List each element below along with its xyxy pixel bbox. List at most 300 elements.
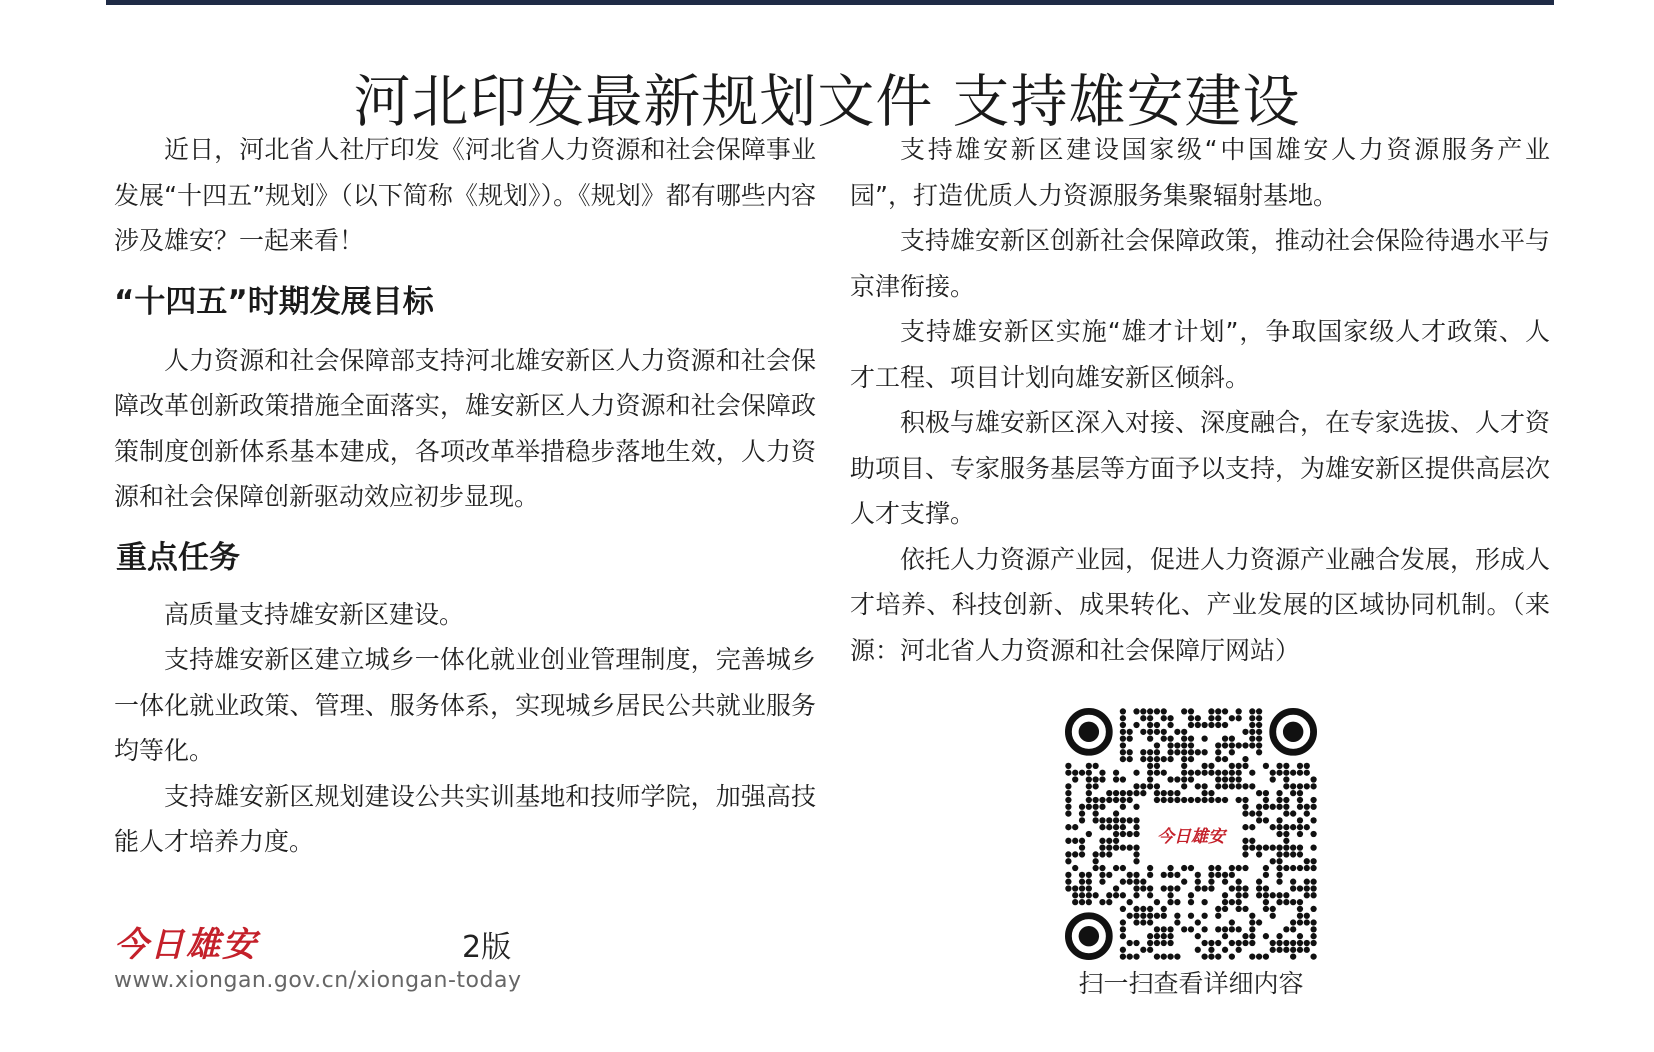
qr-module xyxy=(1256,919,1262,925)
qr-module xyxy=(1201,926,1207,932)
qr-module xyxy=(1181,763,1187,769)
qr-module xyxy=(1236,892,1242,898)
qr-module xyxy=(1263,817,1269,823)
qr-module xyxy=(1276,872,1282,878)
qr-module xyxy=(1181,756,1187,762)
qr-module xyxy=(1188,736,1194,742)
qr-module xyxy=(1113,817,1119,823)
qr-module xyxy=(1229,736,1235,742)
qr-module xyxy=(1276,879,1282,885)
qr-module xyxy=(1256,722,1262,728)
qr-module xyxy=(1181,708,1187,714)
qr-module xyxy=(1276,933,1282,939)
qr-module xyxy=(1086,776,1092,782)
qr-module xyxy=(1161,736,1167,742)
task-paragraph-3: 支持雄安新区规划建设公共实训基地和技师学院，加强高技能人才培养力度。 xyxy=(114,781,816,856)
qr-module xyxy=(1276,865,1282,871)
qr-module xyxy=(1133,722,1139,728)
qr-module xyxy=(1188,756,1194,762)
qr-module xyxy=(1215,742,1221,748)
qr-module xyxy=(1310,797,1316,803)
qr-module xyxy=(1086,831,1092,837)
top-rule xyxy=(106,0,1554,5)
qr-module xyxy=(1147,729,1153,735)
qr-module xyxy=(1065,797,1071,803)
qr-module xyxy=(1229,899,1235,905)
qr-module xyxy=(1276,940,1282,946)
qr-module xyxy=(1208,763,1214,769)
qr-module xyxy=(1113,892,1119,898)
article-title: 河北印发最新规划文件 支持雄安建设 xyxy=(353,69,1301,136)
qr-module xyxy=(1222,783,1228,789)
qr-module xyxy=(1167,953,1173,959)
qr-module xyxy=(1290,947,1296,953)
qr-module xyxy=(1276,770,1282,776)
qr-module xyxy=(1167,865,1173,871)
qr-module xyxy=(1086,763,1092,769)
qr-module xyxy=(1263,872,1269,878)
qr-module xyxy=(1310,892,1316,898)
qr-module xyxy=(1242,885,1248,891)
qr-module xyxy=(1113,770,1119,776)
qr-module xyxy=(1133,919,1139,925)
qr-module xyxy=(1065,851,1071,857)
qr-module xyxy=(1249,715,1255,721)
task-paragraph-1: 高质量支持雄安新区建设。 xyxy=(164,599,465,629)
qr-module xyxy=(1208,953,1214,959)
qr-module xyxy=(1147,892,1153,898)
qr-module xyxy=(1147,940,1153,946)
qr-module xyxy=(1065,872,1071,878)
qr-module xyxy=(1140,729,1146,735)
qr-module xyxy=(1154,913,1160,919)
qr-module xyxy=(1270,824,1276,830)
qr-module xyxy=(1215,770,1221,776)
qr-module xyxy=(1310,804,1316,810)
qr-module xyxy=(1222,736,1228,742)
qr-module xyxy=(1208,885,1214,891)
qr-module xyxy=(1276,892,1282,898)
qr-module xyxy=(1256,817,1262,823)
right-paragraph-1: 支持雄安新区建设国家级“中国雄安人力资源服务产业园”，打造优质人力资源服务集聚辐射基地。 xyxy=(850,135,1550,210)
qr-module xyxy=(1229,770,1235,776)
right-paragraph-4: 积极与雄安新区深入对接、深度融合，在专家选拔、人才资助项目、专家服务基层等方面予以支持，为雄安新区提供高层次人才支撑。 xyxy=(850,408,1551,528)
qr-module xyxy=(1188,722,1194,728)
qr-module xyxy=(1304,885,1310,891)
qr-module xyxy=(1283,776,1289,782)
qr-module xyxy=(1297,851,1303,857)
qr-module xyxy=(1215,797,1221,803)
qr-module xyxy=(1310,885,1316,891)
qr-module xyxy=(1161,770,1167,776)
qr-module xyxy=(1297,933,1303,939)
qr-module xyxy=(1106,824,1112,830)
qr-module xyxy=(1120,817,1126,823)
qr-module xyxy=(1093,797,1099,803)
qr-module xyxy=(1079,851,1085,857)
qr-module xyxy=(1147,770,1153,776)
qr-module xyxy=(1215,708,1221,714)
qr-module xyxy=(1065,804,1071,810)
qr-module xyxy=(1174,742,1180,748)
qr-module xyxy=(1242,756,1248,762)
qr-module xyxy=(1263,906,1269,912)
qr-module xyxy=(1242,824,1248,830)
qr-module xyxy=(1256,844,1262,850)
qr-module xyxy=(1201,913,1207,919)
qr-module xyxy=(1304,947,1310,953)
qr-module xyxy=(1290,770,1296,776)
website-url[interactable]: www.xiongan.gov.cn/xiongan-today xyxy=(114,968,522,993)
qr-module xyxy=(1147,763,1153,769)
qr-module xyxy=(1113,810,1119,816)
qr-module xyxy=(1310,858,1316,864)
qr-module xyxy=(1174,899,1180,905)
qr-module xyxy=(1065,790,1071,796)
qr-module xyxy=(1099,838,1105,844)
qr-module xyxy=(1154,926,1160,932)
qr-module xyxy=(1297,865,1303,871)
qr-module xyxy=(1106,790,1112,796)
qr-module xyxy=(1290,926,1296,932)
qr-module xyxy=(1195,797,1201,803)
qr-module xyxy=(1270,804,1276,810)
qr-module xyxy=(1236,776,1242,782)
qr-module xyxy=(1310,926,1316,932)
qr-module xyxy=(1127,872,1133,878)
qr-module xyxy=(1310,783,1316,789)
qr-module xyxy=(1161,940,1167,946)
qr-module xyxy=(1283,831,1289,837)
qr-module xyxy=(1236,899,1242,905)
qr-module xyxy=(1276,763,1282,769)
qr-module xyxy=(1229,783,1235,789)
qr-module xyxy=(1065,770,1071,776)
qr-module xyxy=(1256,885,1262,891)
qr-module xyxy=(1161,790,1167,796)
qr-module xyxy=(1297,763,1303,769)
qr-module xyxy=(1113,776,1119,782)
qr-module xyxy=(1263,953,1269,959)
qr-module xyxy=(1120,804,1126,810)
qr-module xyxy=(1242,804,1248,810)
qr-module xyxy=(1304,824,1310,830)
qr-module xyxy=(1133,831,1139,837)
qr-module xyxy=(1120,824,1126,830)
qr-module xyxy=(1127,817,1133,823)
qr-module xyxy=(1147,919,1153,925)
qr-module xyxy=(1099,824,1105,830)
qr-module xyxy=(1127,790,1133,796)
qr-module xyxy=(1310,933,1316,939)
qr-module xyxy=(1093,776,1099,782)
qr-module xyxy=(1242,742,1248,748)
qr-module xyxy=(1297,919,1303,925)
qr-module xyxy=(1276,858,1282,864)
qr-module xyxy=(1113,831,1119,837)
qr-module xyxy=(1215,722,1221,728)
qr-module xyxy=(1236,906,1242,912)
qr-module xyxy=(1079,872,1085,878)
qr-module xyxy=(1120,892,1126,898)
qr-code-icon[interactable] xyxy=(1065,708,1317,960)
qr-module xyxy=(1133,913,1139,919)
qr-module xyxy=(1256,715,1262,721)
qr-module xyxy=(1215,906,1221,912)
qr-module xyxy=(1208,865,1214,871)
qr-module xyxy=(1072,865,1078,871)
qr-module xyxy=(1222,892,1228,898)
qr-module xyxy=(1229,926,1235,932)
qr-module xyxy=(1270,906,1276,912)
qr-module xyxy=(1120,776,1126,782)
qr-module xyxy=(1263,797,1269,803)
qr-module xyxy=(1256,790,1262,796)
qr-module xyxy=(1065,783,1071,789)
qr-module xyxy=(1249,913,1255,919)
qr-module xyxy=(1188,797,1194,803)
qr-module xyxy=(1174,797,1180,803)
qr-module xyxy=(1236,715,1242,721)
qr-module xyxy=(1283,844,1289,850)
qr-module xyxy=(1133,953,1139,959)
qr-module xyxy=(1113,844,1119,850)
qr-module xyxy=(1229,872,1235,878)
qr-module xyxy=(1127,844,1133,850)
qr-module xyxy=(1140,708,1146,714)
qr-module xyxy=(1099,797,1105,803)
qr-module xyxy=(1310,879,1316,885)
qr-module xyxy=(1256,804,1262,810)
qr-module xyxy=(1072,885,1078,891)
qr-module xyxy=(1167,885,1173,891)
qr-module xyxy=(1276,804,1282,810)
qr-module xyxy=(1188,892,1194,898)
qr-module xyxy=(1195,770,1201,776)
qr-module xyxy=(1236,763,1242,769)
qr-module xyxy=(1161,906,1167,912)
qr-module xyxy=(1242,797,1248,803)
qr-module xyxy=(1283,763,1289,769)
qr-module xyxy=(1195,783,1201,789)
qr-module xyxy=(1256,742,1262,748)
qr-module xyxy=(1113,865,1119,871)
qr-module xyxy=(1249,926,1255,932)
qr-module xyxy=(1256,749,1262,755)
qr-module xyxy=(1256,736,1262,742)
qr-module xyxy=(1133,892,1139,898)
qr-finder-dot xyxy=(1283,722,1303,742)
qr-module xyxy=(1181,926,1187,932)
qr-module xyxy=(1297,804,1303,810)
qr-module xyxy=(1304,858,1310,864)
qr-module xyxy=(1127,913,1133,919)
qr-module xyxy=(1099,776,1105,782)
qr-module xyxy=(1304,919,1310,925)
qr-module xyxy=(1079,885,1085,891)
qr-module xyxy=(1065,763,1071,769)
qr-module xyxy=(1270,947,1276,953)
qr-module xyxy=(1174,953,1180,959)
qr-module xyxy=(1120,736,1126,742)
qr-module xyxy=(1249,838,1255,844)
qr-module xyxy=(1201,885,1207,891)
qr-module xyxy=(1222,933,1228,939)
qr-module xyxy=(1099,770,1105,776)
qr-module xyxy=(1229,940,1235,946)
qr-module xyxy=(1208,715,1214,721)
qr-module xyxy=(1215,926,1221,932)
qr-module xyxy=(1201,899,1207,905)
qr-module xyxy=(1249,742,1255,748)
qr-module xyxy=(1079,804,1085,810)
qr-module xyxy=(1263,892,1269,898)
qr-module xyxy=(1181,776,1187,782)
qr-module xyxy=(1167,899,1173,905)
qr-module xyxy=(1147,947,1153,953)
qr-module xyxy=(1133,844,1139,850)
qr-module xyxy=(1263,804,1269,810)
qr-module xyxy=(1161,872,1167,878)
qr-module xyxy=(1222,770,1228,776)
qr-module xyxy=(1222,708,1228,714)
qr-module xyxy=(1106,838,1112,844)
qr-module xyxy=(1167,742,1173,748)
qr-module xyxy=(1079,770,1085,776)
qr-module xyxy=(1167,892,1173,898)
qr-module xyxy=(1222,926,1228,932)
qr-module xyxy=(1167,933,1173,939)
qr-module xyxy=(1099,817,1105,823)
qr-module xyxy=(1174,913,1180,919)
qr-module xyxy=(1242,865,1248,871)
qr-module xyxy=(1256,953,1262,959)
qr-module xyxy=(1290,885,1296,891)
qr-module xyxy=(1127,899,1133,905)
qr-module xyxy=(1140,749,1146,755)
qr-module xyxy=(1140,947,1146,953)
qr-module xyxy=(1208,770,1214,776)
qr-module xyxy=(1181,797,1187,803)
qr-module xyxy=(1256,708,1262,714)
qr-finder-dot xyxy=(1079,926,1099,946)
qr-module xyxy=(1086,879,1092,885)
qr-module xyxy=(1270,940,1276,946)
qr-module xyxy=(1099,804,1105,810)
qr-module xyxy=(1167,940,1173,946)
qr-module xyxy=(1297,817,1303,823)
qr-module xyxy=(1086,804,1092,810)
qr-module xyxy=(1093,810,1099,816)
qr-module xyxy=(1161,953,1167,959)
qr-module xyxy=(1201,736,1207,742)
qr-center-logo: 今日雄安 xyxy=(1149,812,1233,856)
qr-module xyxy=(1229,953,1235,959)
qr-module xyxy=(1283,770,1289,776)
qr-module xyxy=(1133,906,1139,912)
qr-module xyxy=(1140,879,1146,885)
qr-module xyxy=(1086,872,1092,878)
qr-module xyxy=(1310,844,1316,850)
qr-module xyxy=(1270,776,1276,782)
qr-module xyxy=(1079,899,1085,905)
qr-module xyxy=(1208,947,1214,953)
qr-module xyxy=(1195,872,1201,878)
qr-module xyxy=(1208,872,1214,878)
qr-module xyxy=(1242,933,1248,939)
qr-module xyxy=(1120,742,1126,748)
qr-module xyxy=(1297,783,1303,789)
qr-module xyxy=(1133,940,1139,946)
qr-module xyxy=(1188,899,1194,905)
qr-module xyxy=(1201,940,1207,946)
qr-module xyxy=(1208,879,1214,885)
qr-module xyxy=(1290,953,1296,959)
qr-module xyxy=(1236,783,1242,789)
qr-module xyxy=(1167,926,1173,932)
qr-module xyxy=(1195,885,1201,891)
qr-module xyxy=(1086,899,1092,905)
qr-module xyxy=(1127,729,1133,735)
qr-module xyxy=(1222,906,1228,912)
qr-module xyxy=(1249,919,1255,925)
qr-module xyxy=(1133,872,1139,878)
qr-module xyxy=(1222,899,1228,905)
qr-module xyxy=(1167,776,1173,782)
qr-module xyxy=(1120,919,1126,925)
qr-module xyxy=(1242,851,1248,857)
qr-module xyxy=(1297,940,1303,946)
qr-module xyxy=(1304,940,1310,946)
qr-module xyxy=(1201,783,1207,789)
right-column xyxy=(850,127,1550,673)
qr-module xyxy=(1167,756,1173,762)
qr-module xyxy=(1242,783,1248,789)
qr-module xyxy=(1127,940,1133,946)
qr-module xyxy=(1161,708,1167,714)
qr-module xyxy=(1276,844,1282,850)
qr-module xyxy=(1161,729,1167,735)
qr-module xyxy=(1215,715,1221,721)
qr-module xyxy=(1208,722,1214,728)
qr-module xyxy=(1120,715,1126,721)
qr-module xyxy=(1093,892,1099,898)
qr-module xyxy=(1208,797,1214,803)
qr-module xyxy=(1201,749,1207,755)
qr-module xyxy=(1270,913,1276,919)
qr-module xyxy=(1154,790,1160,796)
qr-module xyxy=(1093,851,1099,857)
qr-module xyxy=(1167,872,1173,878)
qr-module xyxy=(1181,879,1187,885)
qr-module xyxy=(1304,770,1310,776)
qr-module xyxy=(1154,953,1160,959)
qr-module xyxy=(1249,844,1255,850)
qr-module xyxy=(1065,838,1071,844)
qr-module xyxy=(1215,953,1221,959)
qr-module xyxy=(1276,831,1282,837)
qr-module xyxy=(1222,879,1228,885)
qr-module xyxy=(1290,824,1296,830)
qr-module xyxy=(1106,797,1112,803)
qr-module xyxy=(1106,844,1112,850)
qr-module xyxy=(1161,933,1167,939)
qr-module xyxy=(1079,838,1085,844)
qr-module xyxy=(1065,858,1071,864)
qr-module xyxy=(1236,940,1242,946)
qr-module xyxy=(1236,926,1242,932)
qr-module xyxy=(1079,810,1085,816)
